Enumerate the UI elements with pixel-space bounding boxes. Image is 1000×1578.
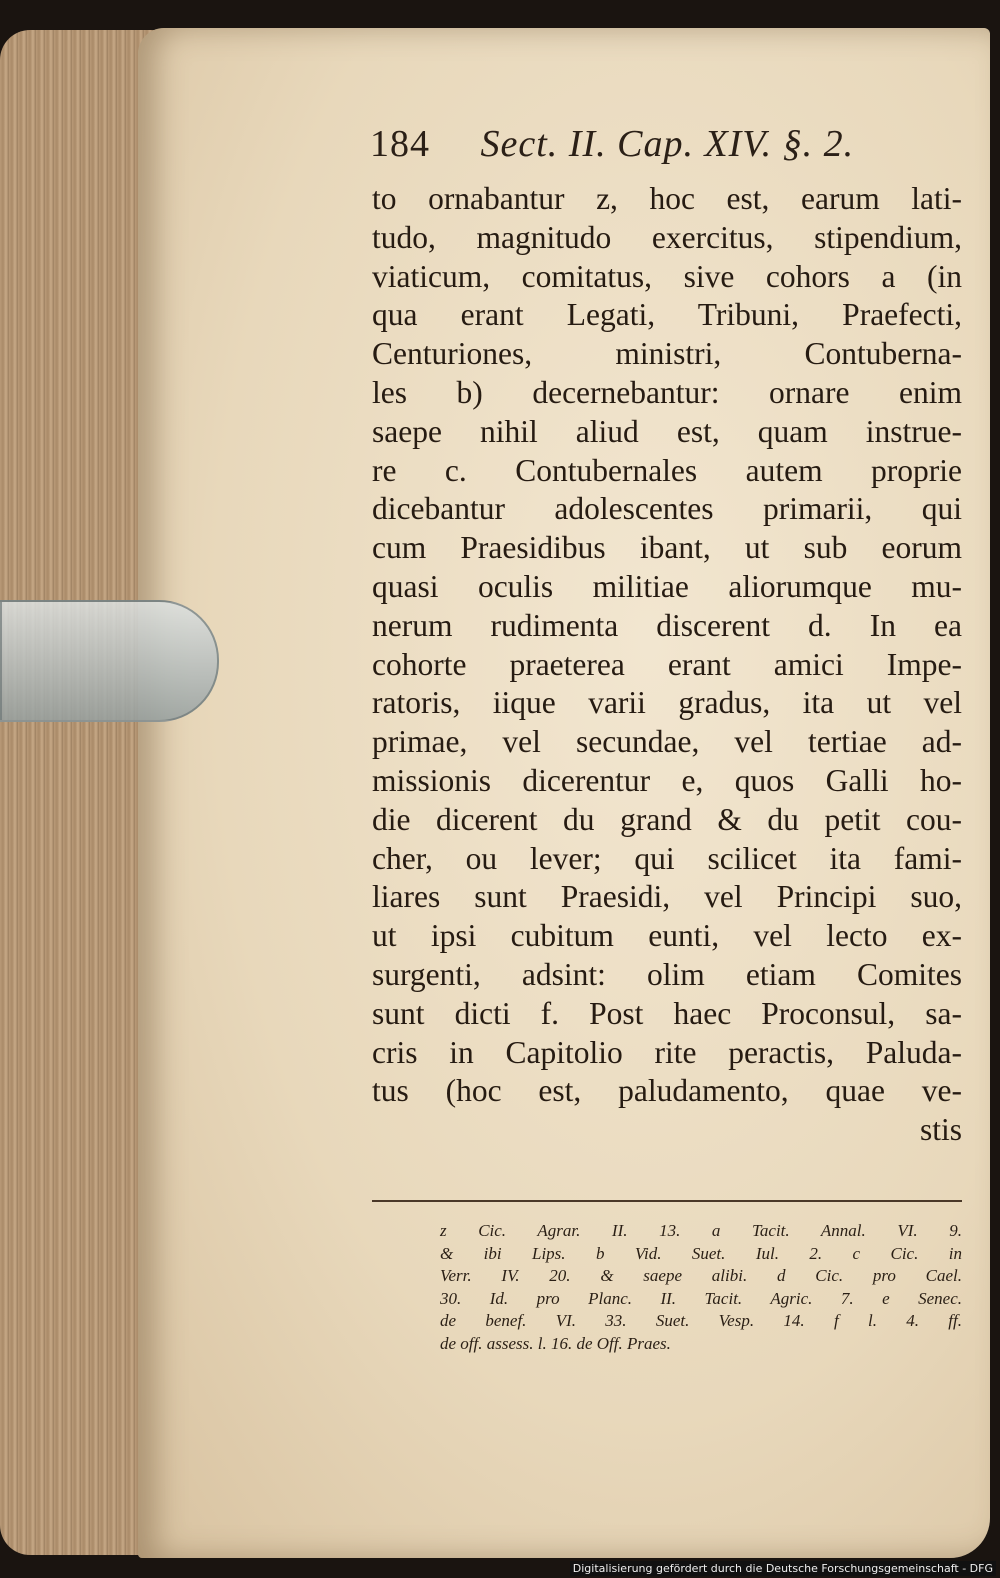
body-line: saepe nihil aliud est, quam instrue- [372,413,962,449]
body-line: Centuriones, ministri, Contuberna- [372,336,962,372]
running-header [370,122,930,166]
running-title: Sect. II. Cap. XIV. §. 2. [480,123,855,165]
body-text [372,180,962,1150]
footnote-line: 30. Id. pro Planc. II. Tacit. Agric. 7. e Senec. [440,1288,962,1308]
body-line: die dicerent du grand & du petit cou- [372,801,962,837]
body-line: tudo, magnitudo exercitus, stipendium, [372,219,962,255]
body-line: nerum rudimenta discerent d. In ea [372,607,962,643]
footnote-line: de off. assess. l. 16. de Off. Praes. [440,1333,671,1353]
footnote-line: de benef. VI. 33. Suet. Vesp. 14. f l. 4. ff. [440,1311,962,1330]
digitization-credit: Digitalisierung gefördert durch die Deutsche Forschungsgemeinschaft - DFG [570,1561,996,1576]
footnotes [440,1220,962,1355]
footnote-line: & ibi Lips. b Vid. Suet. Iul. 2. c Cic. in [440,1243,962,1263]
book-page-edges [0,30,160,1555]
body-line: surgenti, adsint: olim etiam Comites [372,956,962,992]
body-line: sunt dicti f. Post haec Proconsul, sa- [372,995,962,1031]
footnote-separator-rule [372,1200,962,1202]
page-number: 184 [370,123,430,165]
body-line: cher, ou lever; qui scilicet ita fami- [372,840,962,876]
body-line: cum Praesidibus ibant, ut sub eorum [372,530,962,566]
body-line: qua erant Legati, Tribuni, Praefecti, [372,297,962,333]
body-line: liares sunt Praesidi, vel Principi suo, [372,879,962,915]
body-line: cohorte praeterea erant amici Impe- [372,646,962,682]
footnote-line: Verr. IV. 20. & saepe alibi. d Cic. pro Cael. [440,1266,962,1285]
footnote-line: z Cic. Agrar. II. 13. a Tacit. Annal. VI. 9. [440,1221,962,1240]
body-line: ut ipsi cubitum eunti, vel lecto ex- [372,918,962,954]
body-line: cris in Capitolio rite peractis, Paluda- [372,1034,962,1070]
glass-page-clamp [0,600,219,722]
body-line: to ornabantur z, hoc est, earum lati- [372,181,962,216]
body-line: missionis dicerentur e, quos Galli ho- [372,762,962,798]
body-line: quasi oculis militiae aliorumque mu- [372,568,962,604]
body-line: primae, vel secundae, vel tertiae ad- [372,724,962,760]
body-line: re c. Contubernales autem proprie [372,452,962,488]
body-line: ratoris, iique varii gradus, ita ut vel [372,685,962,721]
body-line: les b) decernebantur: ornare enim [372,374,962,410]
body-line: dicebantur adolescentes primarii, qui [372,491,962,527]
body-line-catchword: stis [919,1112,962,1148]
body-line: viaticum, comitatus, sive cohors a (in [372,258,962,294]
body-line: tus (hoc est, paludamento, quae ve- [372,1073,962,1109]
